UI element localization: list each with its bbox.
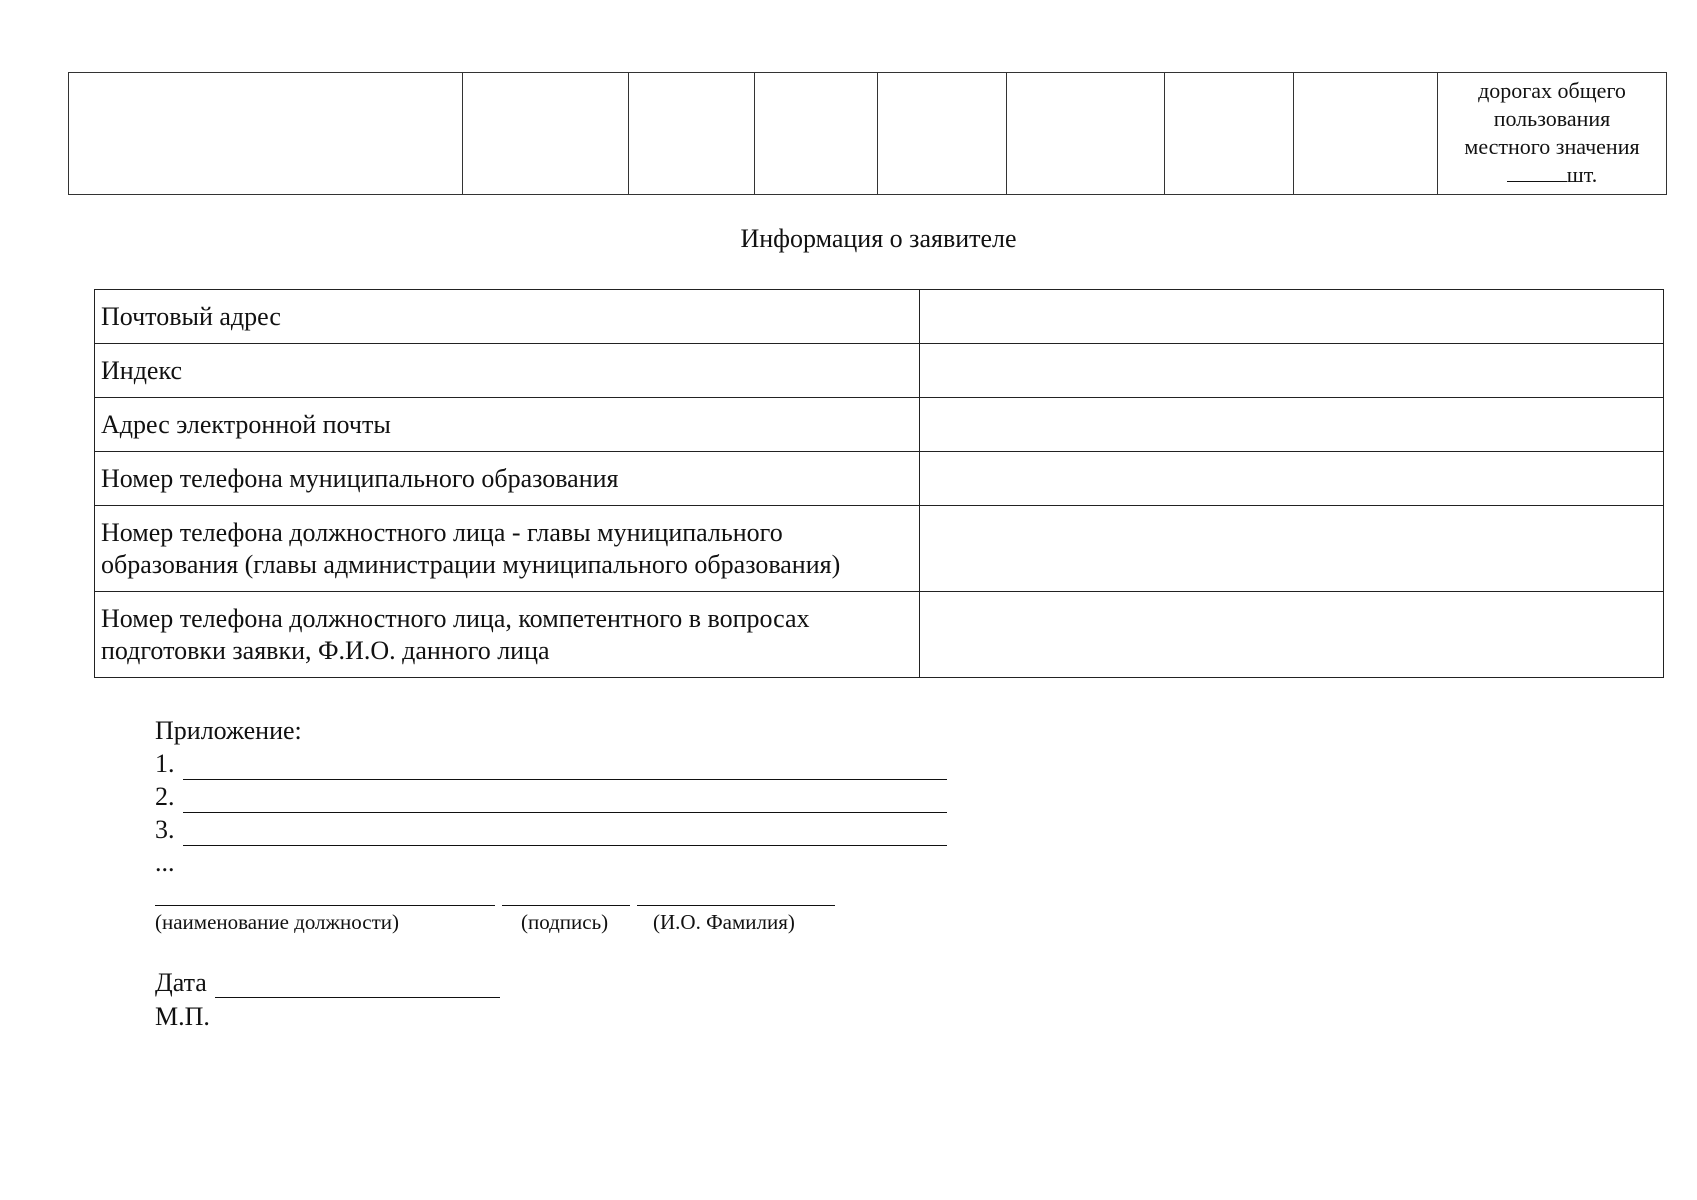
contact-person-label <box>95 592 920 678</box>
table-cell <box>755 73 878 195</box>
date-line[interactable] <box>215 971 500 998</box>
seal-label: М.П. <box>155 1002 210 1031</box>
table-cell <box>463 73 629 195</box>
date-label: Дата <box>155 968 207 997</box>
appendix-item-number: 1. <box>155 749 175 778</box>
municipality-phone-value[interactable] <box>920 452 1664 506</box>
signature-line[interactable] <box>502 885 630 906</box>
name-line[interactable] <box>637 885 835 906</box>
municipality-phone-label: Номер телефона муниципального образования <box>95 452 920 506</box>
table-row <box>95 452 1664 506</box>
roads-count-blank[interactable] <box>1507 161 1567 182</box>
table-row <box>95 344 1664 398</box>
roads-count-line <box>1438 161 1666 189</box>
appendix-item <box>155 813 947 846</box>
contact-person-label-line: Номер телефона должностного лица, компетентного в вопросах <box>101 603 810 633</box>
table-cell <box>1007 73 1165 195</box>
appendix-ellipsis: ... <box>155 848 175 877</box>
table-row <box>95 592 1664 678</box>
postal-address-value[interactable] <box>920 290 1664 344</box>
table-cell <box>1165 73 1294 195</box>
postal-address-label: Почтовый адрес <box>95 290 920 344</box>
table-row <box>95 506 1664 592</box>
name-caption: (И.О. Фамилия) <box>653 910 795 934</box>
appendix-item-number: 3. <box>155 815 175 844</box>
position-line[interactable] <box>155 885 495 906</box>
table-row <box>95 398 1664 452</box>
head-phone-value[interactable] <box>920 506 1664 592</box>
table-cell <box>69 73 463 195</box>
appendix-item-line[interactable] <box>183 784 947 813</box>
applicant-info-table <box>94 289 1664 678</box>
roads-cell-line: дорогах общего <box>1478 78 1626 103</box>
table-row <box>95 290 1664 344</box>
roads-cell-line: местного значения <box>1464 134 1640 159</box>
continuation-row <box>69 73 1667 195</box>
appendix-item <box>155 780 947 813</box>
roads-count-cell <box>1438 73 1667 195</box>
appendix-item-number: 2. <box>155 782 175 811</box>
appendix-item <box>155 747 947 780</box>
appendix-item-line[interactable] <box>183 817 947 846</box>
appendix-item-line[interactable] <box>183 751 947 780</box>
date-row <box>155 968 500 998</box>
table-cell <box>1294 73 1438 195</box>
index-value[interactable] <box>920 344 1664 398</box>
section-title: Информация о заявителе <box>740 224 1017 253</box>
position-caption: (наименование должности) <box>155 910 400 934</box>
head-phone-label <box>95 506 920 592</box>
index-label: Индекс <box>95 344 920 398</box>
table-cell <box>878 73 1007 195</box>
email-value[interactable] <box>920 398 1664 452</box>
head-phone-label-line: образования (главы администрации муниципального образования) <box>101 549 841 579</box>
head-phone-label-line: Номер телефона должностного лица - главы муниципального <box>101 517 783 547</box>
signature-caption: (подпись) <box>521 910 609 934</box>
contact-person-label-line: подготовки заявки, Ф.И.О. данного лица <box>101 635 550 665</box>
continuation-table <box>68 72 1667 195</box>
appendix-block <box>155 714 947 879</box>
roads-count-unit: шт. <box>1566 162 1598 187</box>
contact-person-value[interactable] <box>920 592 1664 678</box>
table-cell <box>629 73 755 195</box>
appendix-heading: Приложение: <box>155 716 302 745</box>
roads-cell-line: пользования <box>1493 106 1611 131</box>
email-label: Адрес электронной почты <box>95 398 920 452</box>
